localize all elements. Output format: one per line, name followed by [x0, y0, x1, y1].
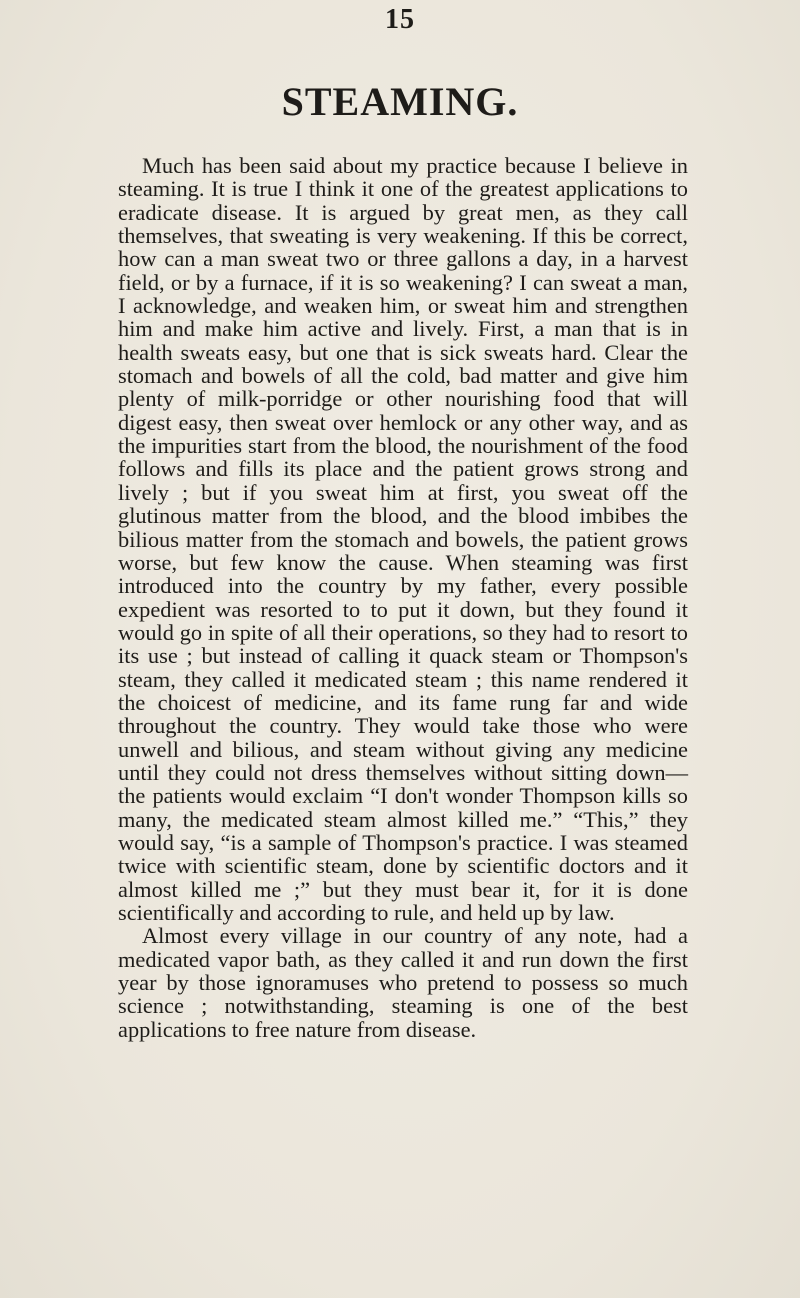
page-number: 15	[385, 4, 415, 35]
paragraph: Much has been said about my practice because I believe in steaming. It is true I think it one of the greatest applications to eradicate disease. It is argued by great men, as they call themselves, that sweating is very weakening. If this be correct, how can a man sweat two or three gallons a day, in a harvest field, or by a furnace, if it is so weakening? I can sweat a man, I acknowledge, and weaken him, or sweat him and strengthen him and make him active and lively. First, a man that is in health sweats easy, but one that is sick sweats hard. Clear the stomach and bowels of all the cold, bad matter and give him plenty of milk-porridge or other nourishing food that will digest easy, then sweat over hemlock or any other way, and as the impurities start from the blood, the nourishment of the food follows and fills its place and the patient grows strong and lively ; but if you sweat him at first, you sweat off the glutinous matter from the blood, and the blood imbibes the bilious matter from the stomach and bowels, the patient grows worse, but few know the cause. When steaming was first introduced into the country by my father, every possible expedient was resorted to to put it down, but they found it would go in spite of all their operations, so they had to resort to its use ; but instead of calling it quack steam or Thompson's steam, they called it medicated steam ; this name rendered it the choicest of medicine, and its fame rung far and wide throughout the country. They would take those who were unwell and bilious, and steam without giving any medicine until they could not dress themselves without sitting down—the patients would exclaim “I don't wonder Thompson kills so many, the medicated steam almost killed me.” “This,” they would say, “is a sample of Thompson's practice. I was steamed twice with scientific steam, done by scientific doctors and it almost killed me ;” but they must bear it, for it is done scientifically and according to rule, and held up by law.	[118, 153, 688, 925]
body-text	[118, 154, 688, 1041]
paragraph: Almost every village in our country of any note, had a medicated vapor bath, as they called it and run down the first year by those ignoramuses who pretend to possess so much science ; notwithstanding, steaming is one of the best applications to free nature from disease.	[118, 923, 688, 1042]
chapter-title: STEAMING.	[281, 79, 519, 124]
